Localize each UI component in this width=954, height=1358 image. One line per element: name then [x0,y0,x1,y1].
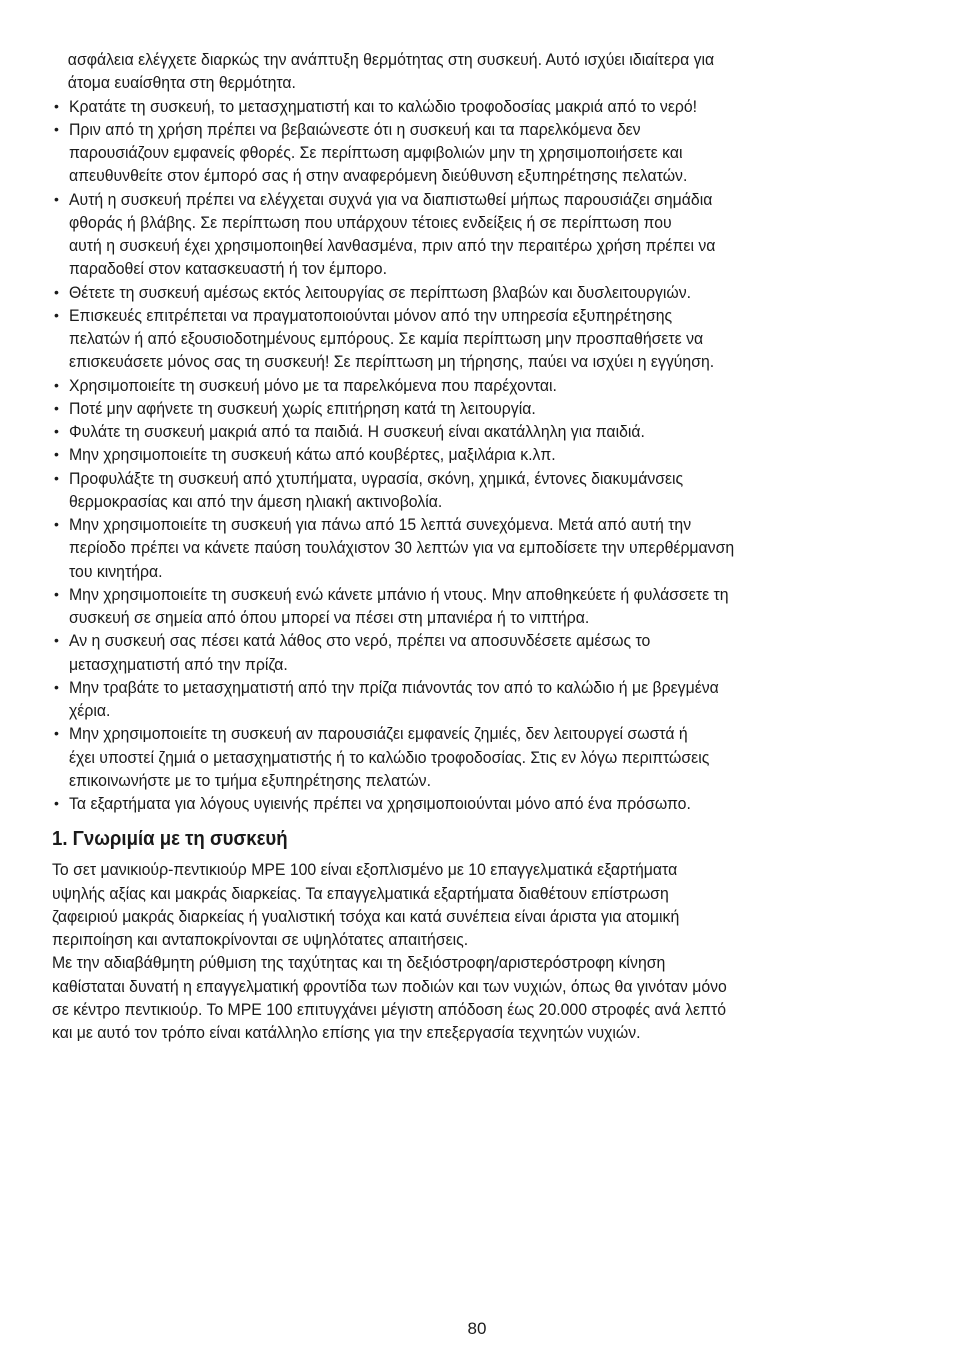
bullet-icon: • [54,516,59,532]
text-line: Μην χρησιμοποιείτε τη συσκευή για πάνω από 15 λεπτά συνεχόμενα. Μετά από αυτή την [69,515,692,534]
bullet-item [52,95,922,118]
text-line: έχει υποστεί ζημιά ο μετασχηματιστής ή το καλώδιο τροφοδοσίας. Στις εν λόγω περιπτώσεις [69,747,710,767]
bullet-item [52,374,922,397]
safety-bullet-list [52,95,922,816]
bullet-item [52,188,922,281]
intro-continuation [52,48,922,95]
section-heading: 1. Γνωριμία με τη συσκευή [52,828,288,851]
bullet-item [52,676,922,723]
text-line: Πριν από τη χρήση πρέπει να βεβαιώνεστε ότι η συσκευή και τα παρελκόμενα δεν [69,119,641,139]
bullet-item [52,118,922,188]
bullet-icon: • [54,306,59,323]
text-line: και με αυτό τον τρόπο είναι κατάλληλο επίσης για την επεξεργασία τεχνητών νυχιών. [52,1023,641,1042]
bullet-item [52,513,922,583]
bullet-icon: • [54,190,59,207]
text-line: του κινητήρα. [69,561,163,581]
text-line: Κρατάτε τη συσκευή, το μετασχηματιστή και το καλώδιο τροφοδοσίας μακριά από το νερό! [69,96,698,116]
text-line: Μην τραβάτε το μετασχηματιστή από την πρίζα πιάνοντάς τον από το καλώδιο ή με βρεγμένα [69,677,719,697]
bullet-icon: • [54,795,59,811]
text-line: σε κέντρο πεντικιούρ. Το MPE 100 επιτυγχάνει μέγιστη απόδοση έως 20.000 στροφές ανά λεπτό [52,999,726,1019]
bullet-icon: • [54,632,59,649]
text-line: φθοράς ή βλάβης. Σε περίπτωση που υπάρχουν τέτοιες ενδείξεις ή σε περίπτωση που [69,212,672,232]
text-line: Το σετ μανικιούρ-πεντικιούρ MPE 100 είναι εξοπλισμένο με 10 επαγγελματικά εξαρτήματα [52,860,678,880]
text-line: Φυλάτε τη συσκευή μακριά από τα παιδιά. Η συσκευή είναι ακατάλληλη για παιδιά. [69,422,645,441]
bullet-item [52,420,922,443]
text-line: Αυτή η συσκευή πρέπει να ελέγχεται συχνά για να διαπιστωθεί μήπως παρουσιάζει σημάδια [69,189,713,209]
text-line: Επισκευές επιτρέπεται να πραγματοποιούνται μόνον από την υπηρεσία εξυπηρέτησης [69,305,673,325]
text-line: παραδοθεί στον κατασκευαστή ή τον έμπορο. [69,259,387,279]
text-line: Χρησιμοποιείτε τη συσκευή μόνο με τα παρελκόμενα που παρέχονται. [69,375,557,395]
bullet-icon: • [54,585,59,602]
text-line: Μην χρησιμοποιείτε τη συσκευή ενώ κάνετε μπάνιο ή ντους. Μην αποθηκεύετε ή φυλάσσετε τη [69,584,729,604]
bullet-icon: • [54,725,59,742]
text-line: Μην χρησιμοποιείτε τη συσκευή κάτω από κουβέρτες, μαξιλάρια κ.λπ. [69,445,556,465]
page-content [52,48,922,1044]
bullet-item [52,304,922,374]
bullet-icon: • [54,120,59,137]
text-line: επικοινωνήστε με το τμήμα εξυπηρέτησης πελατών. [69,770,431,790]
bullet-item [52,722,922,792]
text-line: άτομα ευαίσθητα στη θερμότητα. [67,73,296,93]
text-line: αυτή η συσκευή έχει χρησιμοποιηθεί λανθασμένα, πριν από την περαιτέρω χρήση πρέπει να [69,236,716,255]
text-line: Με την αδιαβάθμητη ρύθμιση της ταχύτητας και τη δεξιόστροφη/αριστερόστροφη κίνηση [52,953,666,973]
text-line: περιποίηση και ανταποκρίνονται σε υψηλότατες απαιτήσεις. [52,930,469,949]
bullet-item [52,629,922,676]
text-line: καθίσταται δυνατή η επαγγελματική φροντίδα των ποδιών και των νυχιών, όπως θα γινόταν μόνο [52,976,727,996]
text-line: Προφυλάξτε τη συσκευή από χτυπήματα, υγρασία, σκόνη, χημικά, έντονες διακυμάνσεις [69,468,684,488]
bullet-icon: • [54,283,59,300]
text-line: πελατών ή από εξουσιοδοτημένους εμπόρους. Σε καμία περίπτωση μην προσπαθήσετε να [69,329,704,348]
bullet-icon: • [54,97,59,114]
bullet-icon: • [54,446,59,463]
text-line: Αν η συσκευή σας πέσει κατά λάθος στο νερό, πρέπει να αποσυνδέσετε αμέσως το [69,631,651,651]
bullet-icon: • [54,469,59,486]
bullet-item [52,397,922,420]
text-line: Ποτέ μην αφήνετε τη συσκευή χωρίς επιτήρηση κατά τη λειτουργία. [69,398,536,418]
text-line: χέρια. [69,701,111,720]
text-line: Τα εξαρτήματα για λόγους υγιεινής πρέπει να χρησιμοποιούνται μόνο από ένα πρόσωπο. [69,794,691,813]
bullet-item [52,467,922,514]
text-line: συσκευή σε σημεία από όπου μπορεί να πέσει στη μπανιέρα ή το νιπτήρα. [69,608,590,627]
bullet-icon: • [54,678,59,695]
text-line: περίοδο πρέπει να κάνετε παύση τουλάχιστον 30 λεπτών για να εμποδίσετε την υπερθέρμανση [69,538,735,558]
text-line: Μην χρησιμοποιείτε τη συσκευή αν παρουσιάζει εμφανείς ζημιές, δεν λειτουργεί σωστά ή [69,724,688,744]
text-line: ζαφειριού μακράς διαρκείας ή γυαλιστική τσόχα και κατά συνέπεια είναι άριστα για ατομική [52,906,680,926]
bullet-icon: • [54,423,59,439]
text-line: επισκευάσετε μόνος σας τη συσκευή! Σε περίπτωση μη τήρησης, παύει να ισχύει η εγγύηση. [69,352,715,372]
text-line: απευθυνθείτε στον έμπορό σας ή στην αναφερόμενη διεύθυνση εξυπηρέτησης πελατών. [69,166,688,186]
text-line: θερμοκρασίας και από την άμεση ηλιακή ακτινοβολία. [69,491,443,511]
text-line: μετασχηματιστή από την πρίζα. [69,654,288,674]
bullet-item [52,443,922,466]
bullet-item [52,583,922,630]
text-line: Θέτετε τη συσκευή αμέσως εκτός λειτουργίας σε περίπτωση βλαβών και δυσλειτουργιών. [69,282,692,302]
bullet-item [52,792,922,815]
text-line: υψηλής αξίας και μακράς διαρκείας. Τα επαγγελματικά εξαρτήματα διαθέτουν επίστρωση [52,883,669,903]
bullet-icon: • [54,376,59,393]
bullet-item [52,281,922,304]
text-line: ασφάλεια ελέγχετε διαρκώς την ανάπτυξη θερμότητας στη συσκευή. Αυτό ισχύει ιδιαίτερα για [67,50,715,69]
bullet-icon: • [54,399,59,416]
text-line: παρουσιάζουν εμφανείς φθορές. Σε περίπτωση αμφιβολιών μην τη χρησιμοποιήσετε και [69,143,683,162]
section-paragraph [52,858,922,1044]
page-number: 80 [467,1319,487,1338]
